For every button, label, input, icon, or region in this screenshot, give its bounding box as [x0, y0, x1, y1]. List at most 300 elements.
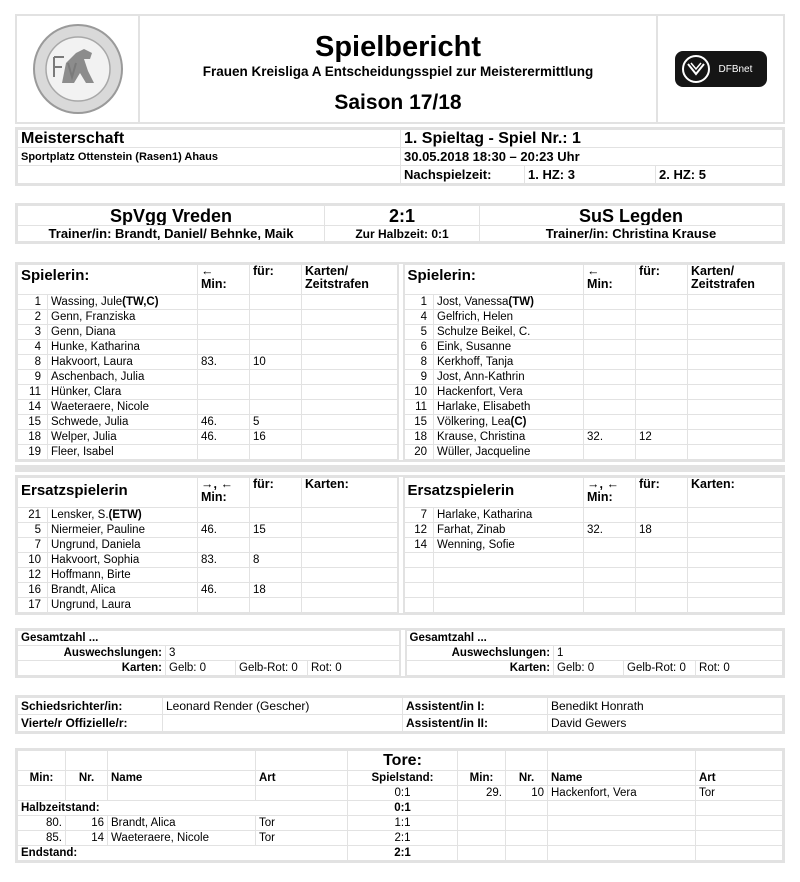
- away-player-header: Spielerin:: [404, 265, 584, 295]
- away-player-cards: [688, 415, 783, 430]
- table-row: [18, 523, 783, 538]
- home-player-sub-for: 5: [250, 415, 302, 430]
- away-player-cards: [688, 355, 783, 370]
- fourth-official-label: Vierte/r Offizielle/r:: [18, 715, 163, 732]
- away-goal-type: Tor: [696, 786, 783, 801]
- away-min-label: Min:: [587, 277, 613, 291]
- away-sub-number: 7: [404, 508, 434, 523]
- officials: [15, 695, 785, 734]
- home-sub-number: 12: [18, 568, 48, 583]
- away-player-name: [434, 430, 584, 445]
- home-player-cards: [302, 385, 398, 400]
- away-player-name-text: Völkering, Lea: [437, 416, 511, 428]
- home-subs-for-header: für:: [250, 478, 302, 508]
- home-player-sub-minute: 46.: [198, 415, 250, 430]
- home-sub-name: [48, 523, 198, 538]
- home-player-sub-minute: [198, 295, 250, 310]
- away-player-sub-minute: [584, 310, 636, 325]
- home-goal-minute: 80.: [18, 816, 66, 831]
- goals: [15, 748, 785, 863]
- home-sub-name: [48, 583, 198, 598]
- home-player-sub-for: [250, 370, 302, 385]
- away-goal-min-header: Min:: [458, 771, 506, 786]
- home-player-name-text: Welper, Julia: [51, 431, 117, 443]
- away-player-cards: [688, 310, 783, 325]
- match-datetime: 30.05.2018 18:30 – 20:23 Uhr: [401, 148, 783, 166]
- away-player-name: [434, 445, 584, 460]
- away-player-name: [434, 355, 584, 370]
- away-player-name-text: Harlake, Elisabeth: [437, 401, 531, 413]
- goals-title: Tore:: [348, 751, 458, 771]
- report-header: [15, 14, 785, 124]
- home-player-number: 9: [18, 370, 48, 385]
- home-sub-sub-minute: 46.: [198, 523, 250, 538]
- assistant1-label: Assistent/in I:: [403, 698, 548, 715]
- away-arrow-icon: ←: [587, 264, 600, 278]
- table-row: [18, 400, 783, 415]
- home-goal-min-header: Min:: [18, 771, 66, 786]
- away-player-sub-minute: [584, 340, 636, 355]
- totals: [15, 628, 785, 678]
- home-player-sub-minute: 83.: [198, 355, 250, 370]
- away-sub-sub-for: 18: [636, 523, 688, 538]
- away-player-sub-for: [636, 310, 688, 325]
- home-subs-label: Auswechslungen:: [18, 646, 166, 661]
- home-sub-name-text: Hakvoort, Sophia: [51, 554, 140, 566]
- away-sub-sub-minute: [584, 508, 636, 523]
- away-player-number: 10: [404, 385, 434, 400]
- association-logo: [17, 16, 140, 122]
- home-sub-sub-minute: [198, 568, 250, 583]
- home-player-name: [48, 295, 198, 310]
- home-player-cards: [302, 445, 398, 460]
- away-player-cards: [688, 445, 783, 460]
- home-player-name: [48, 355, 198, 370]
- home-player-sub-minute: [198, 340, 250, 355]
- home-player-name-text: Genn, Franziska: [51, 311, 136, 323]
- away-player-name-text: Hackenfort, Vera: [437, 386, 523, 398]
- home-player-number: 3: [18, 325, 48, 340]
- home-subs-cards-header: Karten:: [302, 478, 398, 508]
- away-subs-label: Auswechslungen:: [406, 646, 554, 661]
- home-player-name: [48, 385, 198, 400]
- home-player-sub-for: [250, 295, 302, 310]
- home-sub-name-text: Ungrund, Laura: [51, 599, 131, 611]
- home-sub-name: [48, 598, 198, 613]
- away-sub-sub-for: [636, 508, 688, 523]
- table-row: [18, 295, 783, 310]
- home-player-name: [48, 430, 198, 445]
- home-player-sub-for: [250, 340, 302, 355]
- away-sub-sub-for: [636, 538, 688, 553]
- season-label: Saison 17/18: [334, 91, 462, 114]
- home-goal-type: Tor: [256, 831, 348, 846]
- home-player-sub-for: 16: [250, 430, 302, 445]
- home-goal-nr-header: Nr.: [66, 771, 108, 786]
- home-for-header: für:: [250, 265, 302, 295]
- home-player-header: Spielerin:: [18, 265, 198, 295]
- home-player-cards: [302, 400, 398, 415]
- stoppage-label: Nachspielzeit:: [401, 166, 525, 184]
- home-player-sub-for: [250, 310, 302, 325]
- away-player-name-text: Gelfrich, Helen: [437, 311, 514, 323]
- home-player-sub-for: [250, 385, 302, 400]
- competition-subtitle: Frauen Kreisliga A Entscheidungsspiel zur Meisterermittlung: [202, 64, 594, 79]
- away-player-name-text: Eink, Susanne: [437, 341, 512, 353]
- away-player-role-tag: (C): [510, 416, 527, 428]
- home-sub-name: [48, 553, 198, 568]
- home-sub-sub-for: [250, 508, 302, 523]
- home-player-sub-for: [250, 400, 302, 415]
- away-player-sub-minute: [584, 370, 636, 385]
- away-player-name: [434, 370, 584, 385]
- home-subs-count: 3: [166, 646, 400, 661]
- home-player-name-text: Hakvoort, Laura: [51, 356, 133, 368]
- home-sub-sub-minute: [198, 508, 250, 523]
- home-player-cards: [302, 355, 398, 370]
- away-player-sub-minute: [584, 295, 636, 310]
- away-sub-sub-minute: [584, 538, 636, 553]
- home-player-name-text: Hünker, Clara: [51, 386, 122, 398]
- away-player-name-text: Wüller, Jacqueline: [437, 446, 531, 458]
- table-row: [18, 583, 783, 598]
- away-totals-label: Gesamtzahl ...: [406, 631, 783, 646]
- home-sub-cards: [302, 583, 398, 598]
- assistant1-name: Benedikt Honrath: [548, 698, 783, 715]
- table-row: [18, 786, 783, 801]
- home-player-sub-minute: 46.: [198, 430, 250, 445]
- table-row: [18, 325, 783, 340]
- home-team: SpVgg Vreden: [18, 206, 325, 226]
- home-sub-sub-for: 18: [250, 583, 302, 598]
- home-sub-sub-minute: 46.: [198, 583, 250, 598]
- home-sub-sub-for: [250, 538, 302, 553]
- home-player-sub-minute: [198, 400, 250, 415]
- home-sub-cards: [302, 598, 398, 613]
- home-player-name: [48, 370, 198, 385]
- home-coach: Trainer/in: Brandt, Daniel/ Behnke, Maik: [18, 226, 325, 242]
- home-cards-label: Karten/: [305, 264, 349, 278]
- away-sub-sub-minute: 32.: [584, 523, 636, 538]
- halftime-score: 0:1: [348, 801, 458, 816]
- away-goal-nr-header: Nr.: [506, 771, 548, 786]
- away-player-number: 8: [404, 355, 434, 370]
- running-score: 0:1: [348, 786, 458, 801]
- home-player-name: [48, 340, 198, 355]
- home-player-number: 11: [18, 385, 48, 400]
- away-subs-for-header: für:: [636, 478, 688, 508]
- home-sub-number: 16: [18, 583, 48, 598]
- away-sub-name: [434, 508, 584, 523]
- away-goal-number: 10: [506, 786, 548, 801]
- away-sub-name-text: Farhat, Zinab: [437, 524, 506, 536]
- table-row: [18, 355, 783, 370]
- home-sub-number: 7: [18, 538, 48, 553]
- home-player-name-text: Schwede, Julia: [51, 416, 129, 428]
- away-player-name: [434, 325, 584, 340]
- home-red: Rot: 0: [308, 661, 400, 676]
- away-team: SuS Legden: [480, 206, 783, 226]
- away-sub-number: 12: [404, 523, 434, 538]
- away-player-sub-for: [636, 370, 688, 385]
- away-player-name: [434, 415, 584, 430]
- home-player-cards: [302, 340, 398, 355]
- away-player-number: 9: [404, 370, 434, 385]
- away-goal-minute: 29.: [458, 786, 506, 801]
- final-score: 2:1: [325, 206, 480, 226]
- home-player-cards: [302, 295, 398, 310]
- away-player-name: [434, 295, 584, 310]
- away-player-sub-minute: [584, 385, 636, 400]
- home-subs-header: Ersatzspielerin: [18, 478, 198, 508]
- away-player-sub-for: [636, 400, 688, 415]
- away-player-sub-minute: 32.: [584, 430, 636, 445]
- teams-panel: [15, 203, 785, 244]
- home-player-name-text: Waeteraere, Nicole: [51, 401, 150, 413]
- away-sub-cards: [688, 508, 783, 523]
- home-player-name-text: Genn, Diana: [51, 326, 116, 338]
- table-row: [18, 445, 783, 460]
- away-player-number: 20: [404, 445, 434, 460]
- home-player-name: [48, 325, 198, 340]
- away-player-number: 15: [404, 415, 434, 430]
- home-sub-cards: [302, 538, 398, 553]
- away-subs-header: Ersatzspielerin: [404, 478, 584, 508]
- away-player-number: 1: [404, 295, 434, 310]
- home-player-number: 2: [18, 310, 48, 325]
- home-goal-name-header: Name: [108, 771, 256, 786]
- away-player-number: 4: [404, 310, 434, 325]
- dfbnet-label: DFBnet: [718, 63, 753, 75]
- home-min-label: Min:: [201, 277, 227, 291]
- matchday: 1. Spieltag - Spiel Nr.: 1: [401, 130, 783, 148]
- away-player-sub-for: [636, 295, 688, 310]
- home-totals-label: Gesamtzahl ...: [18, 631, 400, 646]
- home-sub-name: [48, 568, 198, 583]
- home-player-name-text: Aschenbach, Julia: [51, 371, 145, 383]
- home-goal-scorer: Waeteraere, Nicole: [108, 831, 256, 846]
- home-player-number: 15: [18, 415, 48, 430]
- away-player-sub-minute: [584, 415, 636, 430]
- table-row: [18, 430, 783, 445]
- home-sub-cards: [302, 508, 398, 523]
- away-for-header: für:: [636, 265, 688, 295]
- away-goal-name-header: Name: [548, 771, 696, 786]
- table-row: [18, 598, 783, 613]
- page-title: Spielbericht: [315, 31, 481, 63]
- home-player-sub-minute: [198, 325, 250, 340]
- away-minute-header: [584, 265, 636, 295]
- home-goal-number: 16: [66, 816, 108, 831]
- away-subs-arrow-icon: →, ←: [587, 477, 619, 491]
- table-row: [18, 370, 783, 385]
- away-subs-minute-header: [584, 478, 636, 508]
- home-subs-minute-header: [198, 478, 250, 508]
- home-yellow-red: Gelb-Rot: 0: [236, 661, 308, 676]
- home-minute-header: [198, 265, 250, 295]
- away-player-cards: [688, 430, 783, 445]
- home-sub-name-text: Hoffmann, Birte: [51, 569, 131, 581]
- away-player-name-text: Krause, Christina: [437, 431, 526, 443]
- away-player-sub-for: [636, 385, 688, 400]
- away-player-cards: [688, 385, 783, 400]
- home-sub-name-text: Brandt, Alica: [51, 584, 116, 596]
- home-player-name: [48, 310, 198, 325]
- away-player-number: 11: [404, 400, 434, 415]
- home-player-name-text: Fleer, Isabel: [51, 446, 114, 458]
- home-player-sub-minute: [198, 370, 250, 385]
- away-player-sub-minute: [584, 445, 636, 460]
- away-player-name-text: Schulze Beikel, C.: [437, 326, 531, 338]
- away-sub-cards: [688, 523, 783, 538]
- halftime-label: Halbzeitstand:: [18, 801, 348, 816]
- away-player-number: 5: [404, 325, 434, 340]
- away-player-sub-for: [636, 415, 688, 430]
- home-sub-sub-for: 15: [250, 523, 302, 538]
- home-player-name-text: Wassing, Jule: [51, 296, 123, 308]
- dfb-eagle-icon: [681, 54, 715, 84]
- home-sub-number: 10: [18, 553, 48, 568]
- away-cards-header: [688, 265, 783, 295]
- table-row: [18, 816, 783, 831]
- home-sub-sub-for: [250, 568, 302, 583]
- home-player-sub-for: 10: [250, 355, 302, 370]
- home-player-number: 18: [18, 430, 48, 445]
- home-sub-cards: [302, 523, 398, 538]
- dfbnet-logo: [656, 16, 783, 122]
- stoppage-second-half: 2. HZ: 5: [656, 166, 783, 184]
- home-player-sub-minute: [198, 445, 250, 460]
- substitutes: [15, 475, 785, 615]
- home-sub-name: [48, 508, 198, 523]
- home-player-role-tag: (TW,C): [122, 296, 159, 308]
- home-player-cards: [302, 415, 398, 430]
- home-player-number: 14: [18, 400, 48, 415]
- away-sub-name-text: Harlake, Katharina: [437, 509, 533, 521]
- home-yellow: Gelb: 0: [166, 661, 236, 676]
- referee-name: Leonard Render (Gescher): [163, 698, 403, 715]
- away-player-number: 6: [404, 340, 434, 355]
- running-score: 2:1: [348, 831, 458, 846]
- halftime-score: Zur Halbzeit: 0:1: [325, 226, 480, 242]
- final-score: 2:1: [348, 846, 458, 861]
- home-player-number: 8: [18, 355, 48, 370]
- running-score: 1:1: [348, 816, 458, 831]
- table-row: [18, 340, 783, 355]
- away-sub-name: [434, 538, 584, 553]
- table-row: [18, 538, 783, 553]
- home-goal-number: 14: [66, 831, 108, 846]
- away-player-sub-for: 12: [636, 430, 688, 445]
- home-player-name: [48, 445, 198, 460]
- referee-label: Schiedsrichter/in:: [18, 698, 163, 715]
- table-row: [18, 831, 783, 846]
- away-sub-cards: [688, 538, 783, 553]
- away-player-cards: [688, 325, 783, 340]
- away-goal-type-header: Art: [696, 771, 783, 786]
- home-sub-number: 17: [18, 598, 48, 613]
- away-player-sub-for: [636, 325, 688, 340]
- away-player-sub-for: [636, 340, 688, 355]
- home-sub-sub-minute: [198, 598, 250, 613]
- away-player-sub-minute: [584, 355, 636, 370]
- away-player-cards: [688, 370, 783, 385]
- home-goal-type: Tor: [256, 816, 348, 831]
- home-player-cards: [302, 310, 398, 325]
- away-player-name-text: Kerkhoff, Tanja: [437, 356, 514, 368]
- away-subs-min-label: Min:: [587, 490, 613, 504]
- stoppage-first-half: 1. HZ: 3: [525, 166, 656, 184]
- away-player-role-tag: (TW): [508, 296, 534, 308]
- venue: Sportplatz Ottenstein (Rasen1) Ahaus: [18, 148, 401, 166]
- home-goal-type-header: Art: [256, 771, 348, 786]
- home-sub-cards: [302, 553, 398, 568]
- home-player-number: 1: [18, 295, 48, 310]
- away-player-sub-minute: [584, 400, 636, 415]
- home-player-number: 19: [18, 445, 48, 460]
- home-goal-minute: 85.: [18, 831, 66, 846]
- horse-emblem-icon: [32, 23, 124, 115]
- away-sub-name: [434, 523, 584, 538]
- away-player-sub-for: [636, 355, 688, 370]
- home-player-name: [48, 400, 198, 415]
- home-player-sub-for: [250, 445, 302, 460]
- table-row: [18, 415, 783, 430]
- away-player-name: [434, 400, 584, 415]
- home-subs-arrow-icon: →, ←: [201, 477, 233, 491]
- home-arrow-icon: ←: [201, 264, 214, 278]
- home-penalties-label: Zeitstrafen: [305, 277, 369, 291]
- home-sub-number: 21: [18, 508, 48, 523]
- home-player-cards: [302, 430, 398, 445]
- home-sub-role-tag: (ETW): [108, 509, 142, 521]
- away-player-name: [434, 385, 584, 400]
- score-header: Spielstand:: [348, 771, 458, 786]
- home-player-number: 4: [18, 340, 48, 355]
- assistant2-name: David Gewers: [548, 715, 783, 732]
- home-cards-header: [302, 265, 398, 295]
- away-subs-count: 1: [554, 646, 783, 661]
- away-cards-label: Karten:: [406, 661, 554, 676]
- away-player-name-text: Jost, Vanessa: [437, 296, 509, 308]
- away-yellow-red: Gelb-Rot: 0: [624, 661, 696, 676]
- away-subs-cards-header: Karten:: [688, 478, 783, 508]
- home-sub-cards: [302, 568, 398, 583]
- home-player-name-text: Hunke, Katharina: [51, 341, 140, 353]
- home-sub-name-text: Lensker, S.: [51, 509, 109, 521]
- home-cards-label: Karten:: [18, 661, 166, 676]
- away-player-cards: [688, 340, 783, 355]
- home-sub-name-text: Niermeier, Pauline: [51, 524, 145, 536]
- home-sub-name-text: Ungrund, Daniela: [51, 539, 141, 551]
- away-player-name-text: Jost, Ann-Kathrin: [437, 371, 525, 383]
- away-player-sub-minute: [584, 325, 636, 340]
- table-row: [18, 568, 783, 583]
- competition-type: Meisterschaft: [18, 130, 401, 148]
- away-player-name: [434, 310, 584, 325]
- table-row: [18, 310, 783, 325]
- home-sub-number: 5: [18, 523, 48, 538]
- final-label: Endstand:: [18, 846, 348, 861]
- match-info: [15, 127, 785, 186]
- table-row: [18, 385, 783, 400]
- away-red: Rot: 0: [696, 661, 783, 676]
- home-player-sub-for: [250, 325, 302, 340]
- home-sub-name: [48, 538, 198, 553]
- home-player-sub-minute: [198, 385, 250, 400]
- home-sub-sub-minute: 83.: [198, 553, 250, 568]
- away-player-name: [434, 340, 584, 355]
